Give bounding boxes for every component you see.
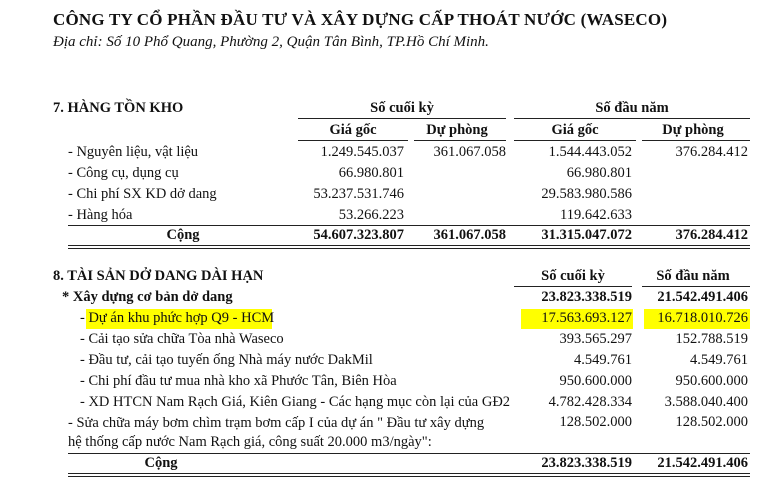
row-begin: 16.718.010.726 xyxy=(657,310,748,326)
row-label: - Chi phí SX KD dở dang xyxy=(68,186,217,202)
divider xyxy=(642,286,750,287)
row-begin-cost: 119.642.633 xyxy=(560,207,632,223)
divider xyxy=(68,225,750,226)
total-begin: 21.542.491.406 xyxy=(657,455,748,471)
total-begin-cost: 31.315.047.072 xyxy=(541,227,632,243)
group-label: * Xây dựng cơ bản dở dang xyxy=(62,289,233,305)
row-end: 393.565.297 xyxy=(559,331,632,347)
row-label: - Sửa chữa máy bơm chìm trạm bơm cấp I của dự án " Đầu tư xây dựng hệ thống cấp nước Nam Rạch giá, công suất 20.000 m3/ngày": xyxy=(68,415,485,450)
assets-period-begin: Số đầu năm xyxy=(656,268,730,284)
row-begin: 128.502.000 xyxy=(675,414,748,430)
row-end: 4.782.428.334 xyxy=(548,394,632,410)
total-end-provision: 361.067.058 xyxy=(433,227,506,243)
total-end: 23.823.338.519 xyxy=(541,455,632,471)
total-end-cost: 54.607.323.807 xyxy=(313,227,404,243)
row-label: - Cải tạo sửa chữa Tòa nhà Waseco xyxy=(80,331,284,347)
divider xyxy=(642,140,750,141)
total-begin-provision: 376.284.412 xyxy=(675,227,748,243)
row-begin-cost: 29.583.980.586 xyxy=(541,186,632,202)
inventory-period-end: Số cuối kỳ xyxy=(370,100,434,116)
divider xyxy=(514,118,750,119)
row-begin-cost: 66.980.801 xyxy=(566,165,632,181)
group-end: 23.823.338.519 xyxy=(541,289,632,305)
divider xyxy=(414,140,506,141)
assets-period-end: Số cuối kỳ xyxy=(541,268,605,284)
row-begin: 4.549.761 xyxy=(690,352,748,368)
row-end: 950.600.000 xyxy=(559,373,632,389)
divider xyxy=(68,245,750,246)
divider xyxy=(514,286,632,287)
row-end: 4.549.761 xyxy=(574,352,632,368)
row-begin: 950.600.000 xyxy=(675,373,748,389)
divider xyxy=(68,248,750,249)
row-label: - Dự án khu phức hợp Q9 - HCM xyxy=(80,310,275,326)
inventory-period-begin: Số đầu năm xyxy=(595,100,669,116)
row-label: - Công cụ, dụng cụ xyxy=(68,165,179,181)
row-begin: 152.788.519 xyxy=(675,331,748,347)
row-label: - XD HTCN Nam Rạch Giá, Kiên Giang - Các hạng mục còn lại của GĐ2 xyxy=(80,394,511,410)
inventory-title: 7. HÀNG TỒN KHO xyxy=(53,100,184,116)
divider xyxy=(514,140,636,141)
row-end-cost: 53.266.223 xyxy=(338,207,404,223)
assets-title: 8. TÀI SẢN DỞ DANG DÀI HẠN xyxy=(53,268,264,284)
row-label: - Nguyên liệu, vật liệu xyxy=(68,144,199,160)
col-cost-begin: Giá gốc xyxy=(551,122,599,138)
col-cost-end: Giá gốc xyxy=(329,122,377,138)
row-end: 128.502.000 xyxy=(559,414,632,430)
row-label: - Chi phí đầu tư mua nhà kho xã Phước Tân, Biên Hòa xyxy=(80,373,397,389)
divider xyxy=(298,118,506,119)
divider xyxy=(68,453,750,454)
row-end-cost: 53.237.531.746 xyxy=(313,186,404,202)
row-label: - Hàng hóa xyxy=(68,207,133,223)
row-end-cost: 66.980.801 xyxy=(338,165,404,181)
total-label: Cộng xyxy=(144,455,178,471)
col-provision-begin: Dự phòng xyxy=(662,122,724,138)
row-end-provision: 361.067.058 xyxy=(433,144,506,160)
row-begin: 3.588.040.400 xyxy=(664,394,748,410)
col-provision-end: Dự phòng xyxy=(426,122,488,138)
divider xyxy=(298,140,408,141)
group-begin: 21.542.491.406 xyxy=(657,289,748,305)
company-address: Địa chỉ: Số 10 Phổ Quang, Phường 2, Quận Tân Bình, TP.Hồ Chí Minh. xyxy=(53,34,489,50)
divider xyxy=(68,473,750,474)
row-begin-provision: 376.284.412 xyxy=(675,144,748,160)
total-label: Cộng xyxy=(166,227,200,243)
row-begin-cost: 1.544.443.052 xyxy=(548,144,632,160)
company-name: CÔNG TY CỔ PHẦN ĐẦU TƯ VÀ XÂY DỰNG CẤP THOÁT NƯỚC (WASECO) xyxy=(53,10,668,29)
divider xyxy=(68,476,750,477)
row-end: 17.563.693.127 xyxy=(541,310,632,326)
row-end-cost: 1.249.545.037 xyxy=(320,144,404,160)
row-label: - Đầu tư, cải tạo tuyến ống Nhà máy nước DakMil xyxy=(80,352,373,368)
